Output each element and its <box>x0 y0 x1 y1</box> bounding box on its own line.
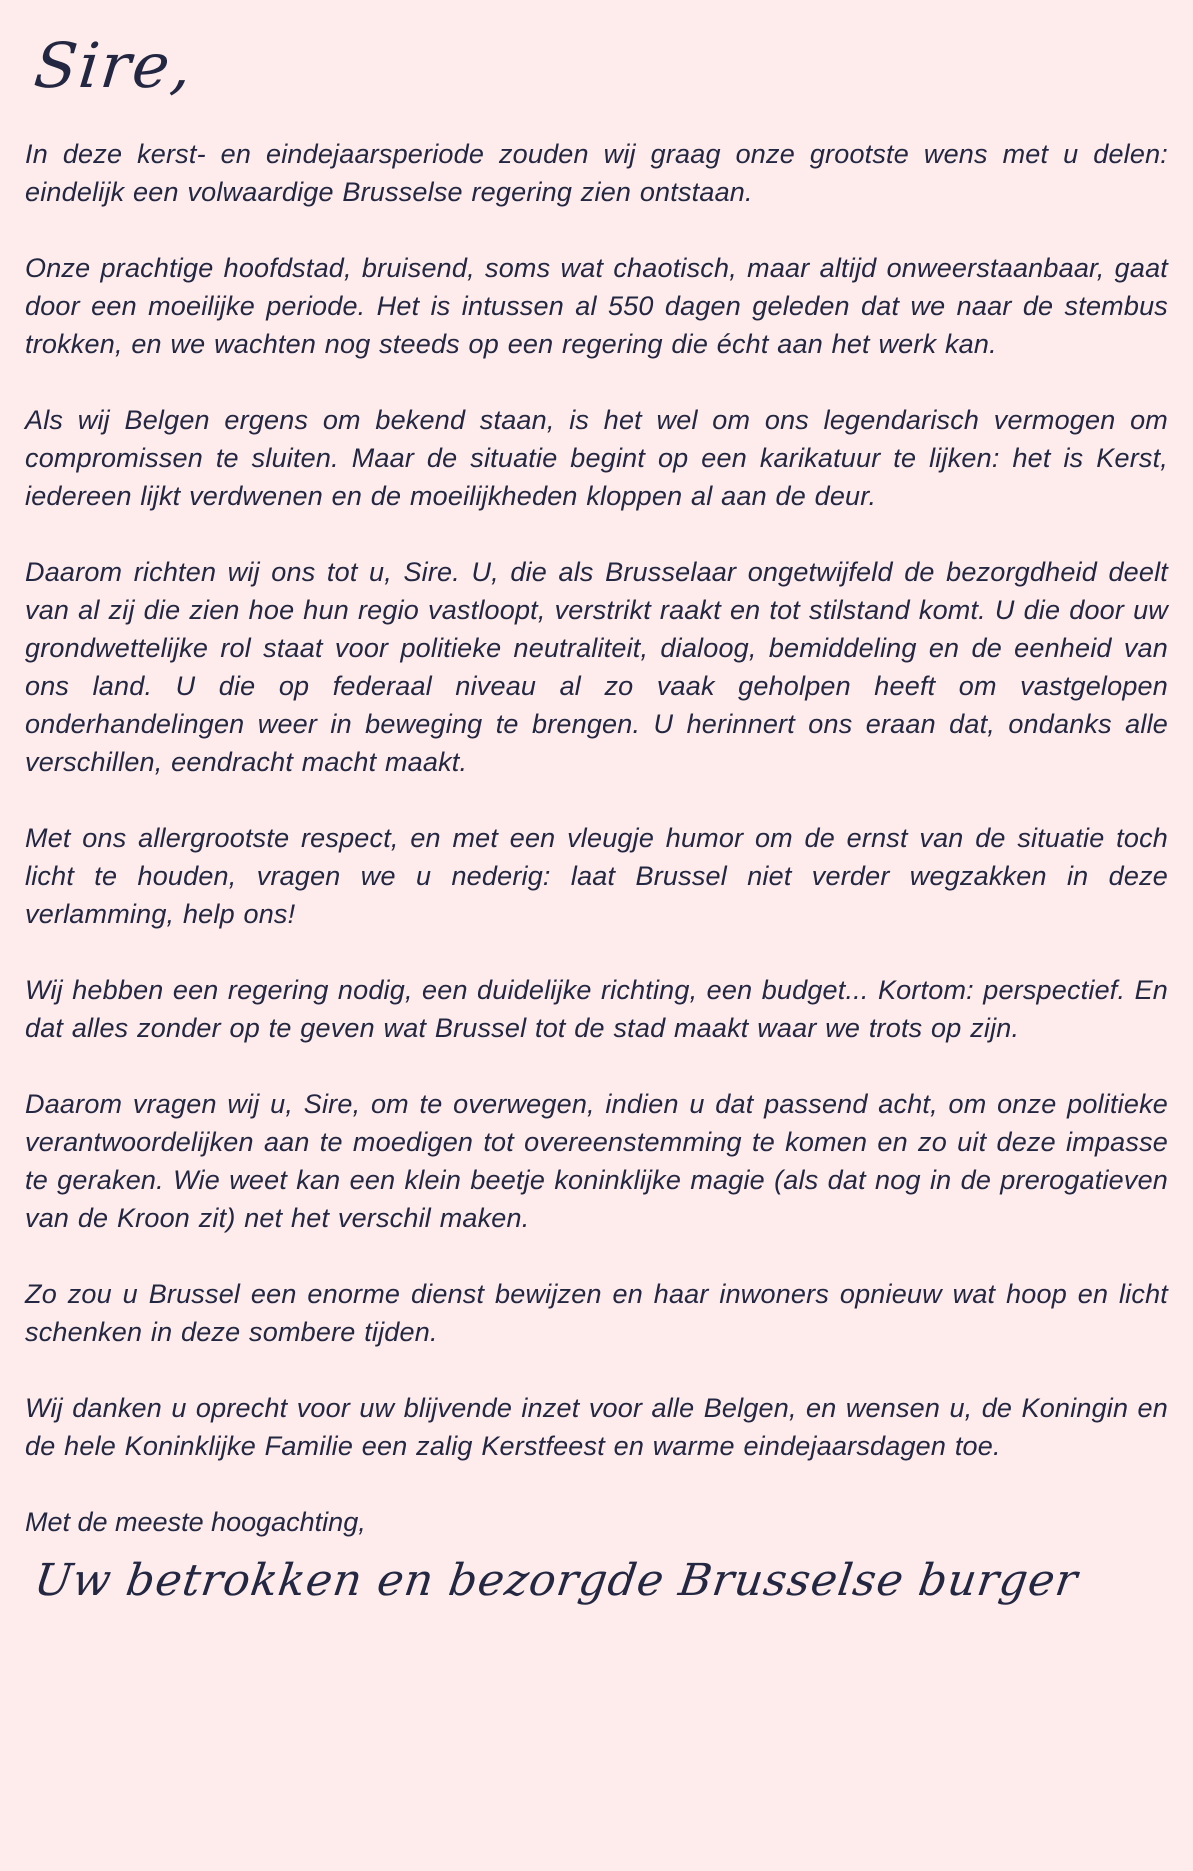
letter-salutation: Sire, <box>30 29 197 102</box>
letter-body <box>25 135 1168 1465</box>
letter-closing: Met de meeste hoogachting, <box>25 1507 366 1538</box>
letter-paragraph: Met ons allergrootste respect, en met een vleugje humor om de ernst van de situatie toch licht te houden, vragen we u nederig: laat Brussel niet verder wegzakken in deze verlamming, help ons! <box>25 823 1168 930</box>
letter-paragraph: Daarom vragen wij u, Sire, om te overwegen, indien u dat passend acht, om onze politieke verantwoordelijken aan te moedigen tot overeenstemming te komen en zo uit deze impasse te geraken. Wie weet kan een klein beetje koninklijke magie (als dat nog in de prerogatieven van de Kroon zit) net het verschil maken. <box>25 1089 1168 1234</box>
letter-paragraph: Daarom richten wij ons tot u, Sire. U, die als Brusselaar ongetwijfeld de bezorgdheid deelt van al zij die zien hoe hun regio vastloopt, verstrikt raakt en tot stilstand komt. U die door uw grondwettelijke rol staat voor politieke neutraliteit, dialoog, bemiddeling en de eenheid van ons land. U die op federaal niveau al zo vaak geholpen heeft om vastgelopen onderhandelingen weer in beweging te brengen. U herinnert ons eraan dat, ondanks alle verschillen, eendracht macht maakt. <box>25 557 1168 778</box>
letter-paragraph: Wij hebben een regering nodig, een duidelijke richting, een budget... Kortom: perspectief. En dat alles zonder op te geven wat Brussel tot de stad maakt waar we trots op zijn. <box>25 975 1168 1044</box>
letter-paragraph: Wij danken u oprecht voor uw blijvende inzet voor alle Belgen, en wensen u, de Koningin en de hele Koninklijke Familie een zalig Kerstfeest en warme eindejaarsdagen toe. <box>25 1393 1168 1462</box>
letter-paragraph: Zo zou u Brussel een enorme dienst bewijzen en haar inwoners opnieuw wat hoop en licht schenken in deze sombere tijden. <box>25 1279 1168 1348</box>
letter-paragraph: Onze prachtige hoofdstad, bruisend, soms wat chaotisch, maar altijd onweerstaanbaar, gaat door een moeilijke periode. Het is intussen al 550 dagen geleden dat we naar de stembus trokken, en we wachten nog steeds op een regering die écht aan het werk kan. <box>25 253 1168 360</box>
letter-paragraph: Als wij Belgen ergens om bekend staan, is het wel om ons legendarisch vermogen om compromissen te sluiten. Maar de situatie begint op een karikatuur te lijken: het is Kerst, iedereen lijkt verdwenen en de moeilijkheden kloppen al aan de deur. <box>25 405 1168 512</box>
letter-signature: Uw betrokken en bezorgde Brusselse burger <box>31 1555 1082 1607</box>
letter-paragraph: In deze kerst- en eindejaarsperiode zouden wij graag onze grootste wens met u delen: eindelijk een volwaardige Brusselse regering zien ontstaan. <box>25 139 1168 208</box>
